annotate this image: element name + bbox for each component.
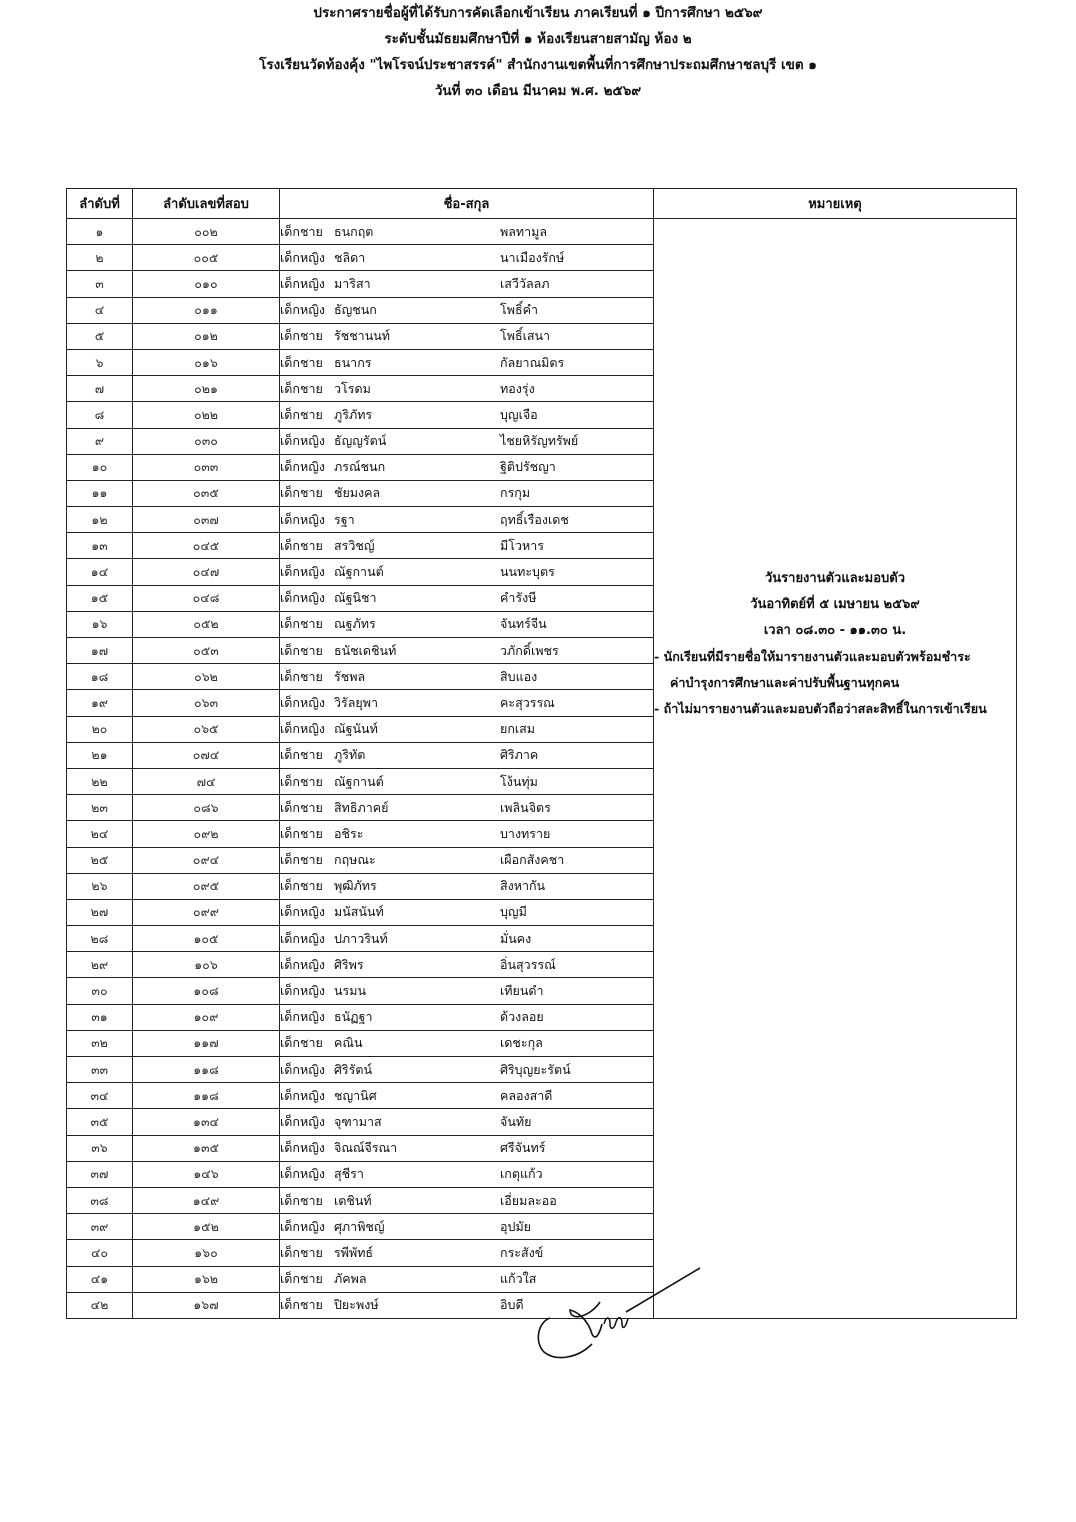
last-name: ศิริบุญยะรัตน์ bbox=[500, 1061, 571, 1077]
last-name: เทียนดำ bbox=[500, 983, 544, 999]
first-name: ภัคพล bbox=[334, 1271, 367, 1287]
first-name: ณัฐกานต์ bbox=[334, 773, 384, 789]
name-prefix: เด็กหญิง bbox=[280, 249, 325, 265]
name-prefix: เด็กชาย bbox=[280, 354, 323, 370]
full-name-cell bbox=[280, 271, 654, 297]
last-name: ฐิติปรัชญา bbox=[500, 459, 556, 475]
last-name: อุปมัย bbox=[500, 1218, 532, 1234]
last-name: ด้วงลอย bbox=[500, 1009, 544, 1025]
exam-number-cell: ๐๓๕ bbox=[133, 480, 280, 506]
order-cell: ๑๒ bbox=[67, 507, 133, 533]
first-name: ศิริรัตน์ bbox=[334, 1061, 373, 1077]
order-cell: ๒๒ bbox=[67, 768, 133, 794]
full-name-cell bbox=[280, 1214, 654, 1240]
order-cell: ๓๒ bbox=[67, 1030, 133, 1056]
first-name: นรมน bbox=[334, 983, 367, 999]
last-name: เกตุแก้ว bbox=[500, 1166, 543, 1182]
exam-number-cell: ๑๕๒ bbox=[133, 1214, 280, 1240]
exam-number-cell: ๑๔๖ bbox=[133, 1161, 280, 1187]
order-cell: ๑๔ bbox=[67, 559, 133, 585]
last-name: ฤทธิ์เรืองเดช bbox=[500, 511, 569, 527]
last-name: จันทัย bbox=[500, 1113, 532, 1129]
first-name: รพีพัทธ์ bbox=[334, 1244, 374, 1260]
signature bbox=[530, 1262, 720, 1372]
first-name: มนัสนันท์ bbox=[334, 904, 384, 920]
order-cell: ๓๗ bbox=[67, 1161, 133, 1187]
name-prefix: เด็กชาย bbox=[280, 1192, 323, 1208]
order-cell: ๕ bbox=[67, 323, 133, 349]
name-prefix: เด็กชาย bbox=[280, 878, 323, 894]
last-name: กระสังข์ bbox=[500, 1244, 544, 1260]
name-prefix: เด็กชาย bbox=[280, 1035, 323, 1051]
name-prefix: เด็กหญิง bbox=[280, 1061, 325, 1077]
remarks-item-1-line-2: ค่าบำรุงการศึกษาและค่าปรับพื้นฐานทุกคน bbox=[670, 675, 900, 690]
last-name: พลทามูล bbox=[500, 223, 548, 239]
exam-number-cell: ๑๐๖ bbox=[133, 952, 280, 978]
full-name-cell bbox=[280, 952, 654, 978]
last-name: นาเมืองรักษ์ bbox=[500, 249, 565, 265]
order-cell: ๔๐ bbox=[67, 1240, 133, 1266]
name-prefix: เด็กชาย bbox=[280, 773, 323, 789]
first-name: เตชินท์ bbox=[334, 1192, 372, 1208]
first-name: ธัญชนก bbox=[334, 302, 377, 318]
exam-number-cell: ๐๗๔ bbox=[133, 742, 280, 768]
last-name: กัลยาณมิตร bbox=[500, 354, 565, 370]
first-name: จิณณ์จีรณา bbox=[334, 1140, 398, 1156]
student-roster-table bbox=[66, 188, 1017, 1319]
table-body bbox=[67, 219, 1017, 1319]
full-name-cell bbox=[280, 1004, 654, 1030]
remarks-title: วันรายงานตัวและมอบตัว bbox=[764, 571, 906, 586]
order-cell: ๒๓ bbox=[67, 795, 133, 821]
last-name: มั่นคง bbox=[500, 930, 532, 946]
order-cell: ๔๒ bbox=[67, 1292, 133, 1318]
last-name: จันทร์จีน bbox=[500, 616, 547, 632]
last-name: วภักดิ์เพชร bbox=[500, 642, 559, 658]
first-name: พุฒิภัทร bbox=[334, 878, 377, 894]
name-prefix: เด็กหญิง bbox=[280, 1009, 325, 1025]
full-name-cell bbox=[280, 690, 654, 716]
name-prefix: เด็กหญิง bbox=[280, 590, 325, 606]
exam-number-cell: ๐๔๕ bbox=[133, 533, 280, 559]
last-name: โพธิ์คำ bbox=[500, 302, 538, 318]
last-name: สิบแอง bbox=[500, 668, 538, 684]
name-prefix: เด็กหญิง bbox=[280, 904, 325, 920]
full-name-cell bbox=[280, 978, 654, 1004]
exam-number-cell: ๐๓๓ bbox=[133, 454, 280, 480]
order-cell: ๖ bbox=[67, 349, 133, 375]
name-prefix: เด็กหญิง bbox=[280, 1218, 325, 1234]
remarks-content bbox=[654, 566, 1016, 722]
exam-number-cell: ๐๑๖ bbox=[133, 349, 280, 375]
name-prefix: เด็กชาย bbox=[280, 537, 323, 553]
last-name: ทองรุ่ง bbox=[500, 380, 535, 396]
full-name-cell bbox=[280, 376, 654, 402]
exam-number-cell: ๑๖๗ bbox=[133, 1292, 280, 1318]
full-name-cell bbox=[280, 533, 654, 559]
exam-number-cell: ๐๔๘ bbox=[133, 585, 280, 611]
remarks-time: เวลา ๐๘.๓๐ - ๑๑.๓๐ น. bbox=[763, 623, 907, 638]
last-name: นนทะบุตร bbox=[500, 564, 555, 580]
last-name: โง้นทุ่ม bbox=[500, 773, 538, 789]
full-name-cell bbox=[280, 1161, 654, 1187]
name-prefix: เด็กชาย bbox=[280, 642, 323, 658]
exam-number-cell: ๗๔ bbox=[133, 768, 280, 794]
heading-line-3: โรงเรียนวัดท้องคุ้ง "ไพโรจน์ประชาสรรค์" สำนักงานเขตพื้นที่การศึกษาประถมศึกษาชลบุรี เขต ๑ bbox=[259, 57, 817, 73]
last-name: เสวีวัลลภ bbox=[500, 275, 550, 291]
full-name-cell bbox=[280, 1083, 654, 1109]
full-name-cell bbox=[280, 638, 654, 664]
heading-line-4: วันที่ ๓๐ เดือน มีนาคม พ.ศ. ๒๕๖๙ bbox=[434, 83, 642, 99]
order-cell: ๓๙ bbox=[67, 1214, 133, 1240]
exam-number-cell: ๑๔๙ bbox=[133, 1187, 280, 1213]
order-cell: ๘ bbox=[67, 402, 133, 428]
first-name: มาริสา bbox=[334, 275, 371, 291]
heading-line-1: ประกาศรายชื่อผู้ที่ได้รับการคัดเลือกเข้าเรียน ภาคเรียนที่ ๑ ปีการศึกษา ๒๕๖๙ bbox=[313, 5, 763, 21]
exam-number-cell: ๐๐๕ bbox=[133, 245, 280, 271]
last-name: คลองสาดี bbox=[500, 1087, 553, 1103]
order-cell: ๓๘ bbox=[67, 1187, 133, 1213]
order-cell: ๓ bbox=[67, 271, 133, 297]
full-name-cell bbox=[280, 899, 654, 925]
order-cell: ๔๑ bbox=[67, 1266, 133, 1292]
name-prefix: เด็กหญิง bbox=[280, 721, 325, 737]
first-name: ศุภาพิชญ์ bbox=[334, 1218, 385, 1234]
name-prefix: เด็กชาย bbox=[280, 380, 323, 396]
first-name: ปิยะพงษ์ bbox=[334, 1297, 379, 1313]
order-cell: ๓๖ bbox=[67, 1135, 133, 1161]
full-name-cell bbox=[280, 1135, 654, 1161]
first-name: สุชีรา bbox=[334, 1166, 364, 1182]
order-cell: ๓๕ bbox=[67, 1109, 133, 1135]
name-prefix: เด็กชาย bbox=[280, 1244, 323, 1260]
order-cell: ๑๘ bbox=[67, 664, 133, 690]
last-name: ยกเสม bbox=[500, 721, 536, 737]
name-prefix: เด็กชาย bbox=[280, 825, 323, 841]
first-name: อชิระ bbox=[334, 825, 364, 841]
first-name: ธนัฏฐา bbox=[334, 1009, 373, 1025]
exam-number-cell: ๑๐๙ bbox=[133, 1004, 280, 1030]
exam-number-cell: ๐๑๒ bbox=[133, 323, 280, 349]
exam-number-cell: ๐๘๖ bbox=[133, 795, 280, 821]
first-name: ธนากร bbox=[334, 354, 372, 370]
order-cell: ๔ bbox=[67, 297, 133, 323]
last-name: อิบดี bbox=[500, 1297, 524, 1313]
remarks-cell bbox=[654, 219, 1017, 1319]
order-cell: ๑๓ bbox=[67, 533, 133, 559]
name-prefix: เด็กหญิง bbox=[280, 956, 325, 972]
exam-number-cell: ๐๖๓ bbox=[133, 690, 280, 716]
last-name: คำรังษี bbox=[500, 590, 537, 606]
last-name: ไชยหิรัญทรัพย์ bbox=[500, 433, 579, 449]
exam-number-cell: ๐๙๕ bbox=[133, 873, 280, 899]
exam-number-cell: ๑๓๕ bbox=[133, 1135, 280, 1161]
heading-line-2: ระดับชั้นมัธยมศึกษาปีที่ ๑ ห้องเรียนสายสามัญ ห้อง ๒ bbox=[384, 31, 692, 47]
full-name-cell bbox=[280, 559, 654, 585]
order-cell: ๓๔ bbox=[67, 1083, 133, 1109]
order-cell: ๒๑ bbox=[67, 742, 133, 768]
exam-number-cell: ๐๖๒ bbox=[133, 664, 280, 690]
last-name: มีโวหาร bbox=[500, 537, 544, 553]
full-name-cell bbox=[280, 219, 654, 245]
order-cell: ๗ bbox=[67, 376, 133, 402]
first-name: ณฐภัทร bbox=[334, 616, 376, 632]
exam-number-cell: ๐๕๓ bbox=[133, 638, 280, 664]
remarks-item-2: - ถ้าไม่มารายงานตัวและมอบตัวถือว่าสละสิทธิ์ในการเข้าเรียน bbox=[654, 701, 987, 716]
order-cell: ๒๔ bbox=[67, 821, 133, 847]
last-name: เผือกสังคชา bbox=[500, 852, 565, 868]
full-name-cell bbox=[280, 926, 654, 952]
first-name: ศิริพร bbox=[334, 956, 364, 972]
col-header-full-name: ชื่อ-สกุล bbox=[280, 189, 654, 219]
full-name-cell bbox=[280, 795, 654, 821]
table-row bbox=[67, 219, 1017, 245]
name-prefix: เด็กชาย bbox=[280, 747, 323, 763]
first-name: ชลิดา bbox=[334, 249, 366, 265]
exam-number-cell: ๐๓๗ bbox=[133, 507, 280, 533]
full-name-cell bbox=[280, 821, 654, 847]
announcement-heading bbox=[0, 0, 1076, 104]
table-header-row bbox=[67, 189, 1017, 219]
first-name: รัชชานนท์ bbox=[334, 328, 391, 344]
exam-number-cell: ๐๑๑ bbox=[133, 297, 280, 323]
order-cell: ๙ bbox=[67, 428, 133, 454]
full-name-cell bbox=[280, 480, 654, 506]
first-name: ณัฐนิชา bbox=[334, 590, 377, 606]
first-name: ธัญญรัตน์ bbox=[334, 433, 387, 449]
last-name: บางทราย bbox=[500, 825, 551, 841]
name-prefix: เด็กชาย bbox=[280, 328, 323, 344]
name-prefix: เด็กหญิง bbox=[280, 459, 325, 475]
order-cell: ๑๖ bbox=[67, 611, 133, 637]
name-prefix: เด็กชาย bbox=[280, 406, 323, 422]
name-prefix: เด็กหญิง bbox=[280, 1113, 325, 1129]
first-name: ณัฐกานต์ bbox=[334, 564, 384, 580]
exam-number-cell: ๑๓๔ bbox=[133, 1109, 280, 1135]
name-prefix: เด็กหญิง bbox=[280, 275, 325, 291]
col-header-order: ลำดับที่ bbox=[67, 189, 133, 219]
full-name-cell bbox=[280, 402, 654, 428]
full-name-cell bbox=[280, 454, 654, 480]
order-cell: ๒๕ bbox=[67, 847, 133, 873]
full-name-cell bbox=[280, 1187, 654, 1213]
remarks-item-1-line-1: - นักเรียนที่มีรายชื่อให้มารายงานตัวและมอบตัวพร้อมชำระ bbox=[654, 649, 971, 664]
exam-number-cell: ๐๙๒ bbox=[133, 821, 280, 847]
first-name: วโรดม bbox=[334, 380, 371, 396]
name-prefix: เด็กชาย bbox=[280, 799, 323, 815]
name-prefix: เด็กชาย bbox=[280, 1297, 323, 1313]
last-name: ศรีจันทร์ bbox=[500, 1140, 546, 1156]
exam-number-cell: ๑๖๐ bbox=[133, 1240, 280, 1266]
exam-number-cell: ๐๒๒ bbox=[133, 402, 280, 428]
first-name: รัชพล bbox=[334, 668, 366, 684]
name-prefix: เด็กหญิง bbox=[280, 930, 325, 946]
exam-number-cell: ๐๙๔ bbox=[133, 847, 280, 873]
first-name: รฐา bbox=[334, 511, 355, 527]
first-name: ปภาวรินท์ bbox=[334, 930, 388, 946]
col-header-remarks: หมายเหตุ bbox=[654, 189, 1017, 219]
first-name: จุฑามาส bbox=[334, 1113, 382, 1129]
first-name: ชญานิศ bbox=[334, 1087, 377, 1103]
first-name: วิรัลยุพา bbox=[334, 694, 378, 710]
full-name-cell bbox=[280, 1057, 654, 1083]
full-name-cell bbox=[280, 873, 654, 899]
full-name-cell bbox=[280, 507, 654, 533]
exam-number-cell: ๐๑๐ bbox=[133, 271, 280, 297]
order-cell: ๒๖ bbox=[67, 873, 133, 899]
order-cell: ๑ bbox=[67, 219, 133, 245]
last-name: บุญเจือ bbox=[500, 406, 538, 422]
full-name-cell bbox=[280, 428, 654, 454]
full-name-cell bbox=[280, 847, 654, 873]
remarks-date: วันอาทิตย์ที่ ๕ เมษายน ๒๕๖๙ bbox=[750, 597, 920, 612]
name-prefix: เด็กหญิง bbox=[280, 302, 325, 318]
name-prefix: เด็กหญิง bbox=[280, 433, 325, 449]
exam-number-cell: ๐๓๐ bbox=[133, 428, 280, 454]
last-name: แก้วใส bbox=[500, 1271, 537, 1287]
exam-number-cell: ๐๕๒ bbox=[133, 611, 280, 637]
first-name: ณัฐนันท์ bbox=[334, 721, 378, 737]
last-name: อิ่นสุวรรณ์ bbox=[500, 956, 556, 972]
last-name: คะสุวรรณ bbox=[500, 694, 555, 710]
order-cell: ๑๙ bbox=[67, 690, 133, 716]
last-name: สิงหากัน bbox=[500, 878, 546, 894]
full-name-cell bbox=[280, 245, 654, 271]
name-prefix: เด็กหญิง bbox=[280, 694, 325, 710]
full-name-cell bbox=[280, 768, 654, 794]
exam-number-cell: ๐๙๙ bbox=[133, 899, 280, 925]
last-name: กรกุม bbox=[500, 485, 531, 501]
name-prefix: เด็กหญิง bbox=[280, 983, 325, 999]
name-prefix: เด็กหญิง bbox=[280, 1140, 325, 1156]
order-cell: ๒ bbox=[67, 245, 133, 271]
first-name: ภูริภัทร bbox=[334, 406, 373, 422]
exam-number-cell: ๑๑๗ bbox=[133, 1030, 280, 1056]
order-cell: ๒๙ bbox=[67, 952, 133, 978]
exam-number-cell: ๑๑๘ bbox=[133, 1057, 280, 1083]
first-name: สรวิชญ์ bbox=[334, 537, 375, 553]
name-prefix: เด็กชาย bbox=[280, 668, 323, 684]
exam-number-cell: ๐๒๑ bbox=[133, 376, 280, 402]
order-cell: ๓๑ bbox=[67, 1004, 133, 1030]
exam-number-cell: ๐๐๒ bbox=[133, 219, 280, 245]
exam-number-cell: ๐๖๕ bbox=[133, 716, 280, 742]
first-name: ภรณ์ชนก bbox=[334, 459, 386, 475]
first-name: ชัยมงคล bbox=[334, 485, 381, 501]
full-name-cell bbox=[280, 1030, 654, 1056]
full-name-cell bbox=[280, 585, 654, 611]
order-cell: ๒๗ bbox=[67, 899, 133, 925]
order-cell: ๓๓ bbox=[67, 1057, 133, 1083]
full-name-cell bbox=[280, 716, 654, 742]
exam-number-cell: ๐๔๗ bbox=[133, 559, 280, 585]
first-name: กฤษณะ bbox=[334, 852, 376, 868]
order-cell: ๑๕ bbox=[67, 585, 133, 611]
exam-number-cell: ๑๐๘ bbox=[133, 978, 280, 1004]
name-prefix: เด็กชาย bbox=[280, 223, 323, 239]
order-cell: ๑๑ bbox=[67, 480, 133, 506]
first-name: ธนกฤต bbox=[334, 223, 374, 239]
first-name: ธนัชเดชินท์ bbox=[334, 642, 397, 658]
name-prefix: เด็กชาย bbox=[280, 485, 323, 501]
full-name-cell bbox=[280, 742, 654, 768]
order-cell: ๑๐ bbox=[67, 454, 133, 480]
full-name-cell bbox=[280, 297, 654, 323]
full-name-cell bbox=[280, 1109, 654, 1135]
order-cell: ๒๘ bbox=[67, 926, 133, 952]
name-prefix: เด็กหญิง bbox=[280, 1166, 325, 1182]
last-name: ศิริภาค bbox=[500, 747, 539, 763]
order-cell: ๑๗ bbox=[67, 638, 133, 664]
name-prefix: เด็กหญิง bbox=[280, 1087, 325, 1103]
last-name: โพธิ์เสนา bbox=[500, 328, 551, 344]
full-name-cell bbox=[280, 611, 654, 637]
name-prefix: เด็กชาย bbox=[280, 1271, 323, 1287]
full-name-cell bbox=[280, 323, 654, 349]
last-name: บุญมี bbox=[500, 904, 527, 920]
name-prefix: เด็กชาย bbox=[280, 616, 323, 632]
exam-number-cell: ๑๐๕ bbox=[133, 926, 280, 952]
first-name: ภูริทัต bbox=[334, 747, 366, 763]
exam-number-cell: ๑๖๒ bbox=[133, 1266, 280, 1292]
full-name-cell bbox=[280, 664, 654, 690]
last-name: เอี่ยมละออ bbox=[500, 1192, 557, 1208]
name-prefix: เด็กชาย bbox=[280, 852, 323, 868]
col-header-exam-number: ลำดับเลขที่สอบ bbox=[133, 189, 280, 219]
first-name: คณิน bbox=[334, 1035, 363, 1051]
last-name: เพลินจิตร bbox=[500, 799, 551, 815]
order-cell: ๓๐ bbox=[67, 978, 133, 1004]
name-prefix: เด็กหญิง bbox=[280, 564, 325, 580]
order-cell: ๒๐ bbox=[67, 716, 133, 742]
full-name-cell bbox=[280, 349, 654, 375]
last-name: เดชะกุล bbox=[500, 1035, 543, 1051]
first-name: สิทธิภาคย์ bbox=[334, 799, 389, 815]
name-prefix: เด็กหญิง bbox=[280, 511, 325, 527]
exam-number-cell: ๑๑๘ bbox=[133, 1083, 280, 1109]
